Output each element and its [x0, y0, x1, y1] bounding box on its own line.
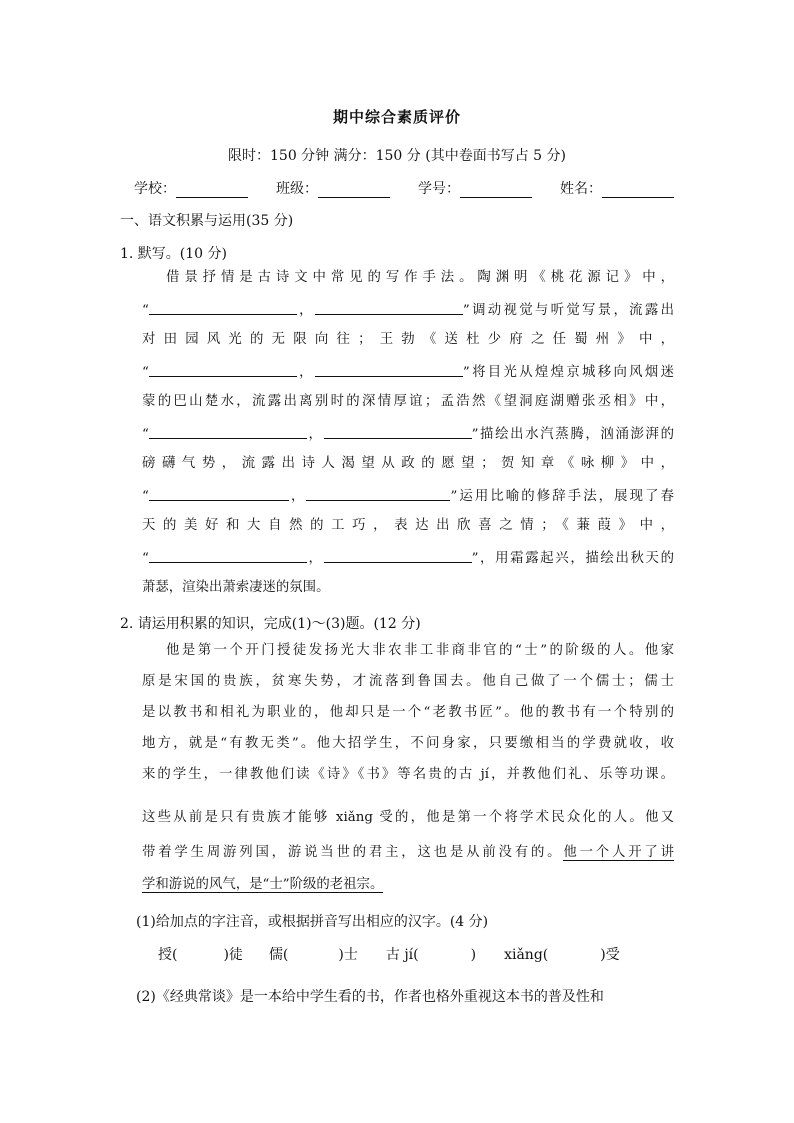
student-id-field[interactable]: 学号：: [418, 178, 532, 198]
item-shou: 授( )徒: [158, 947, 243, 963]
q2-row: 带着学生周游列国，游说当世的君主，这也是从前没有的。他一个人开了讲: [142, 845, 675, 860]
q1-row: “ ， ”将目光从煌煌京城移向风烟迷: [142, 365, 674, 380]
underlined-sentence: 他一个人开了讲: [563, 845, 675, 860]
q1-row: 天的美好和大自然的工巧，表达出欣喜之情；《蒹葭》中，: [142, 518, 674, 533]
underlined-sentence: 学和游说的风气，是“士”阶级的老祖宗。: [142, 877, 384, 892]
q1-row: 借景抒情是古诗文中常见的写作手法。陶渊明《桃花源记》中，: [166, 270, 674, 285]
q1-row: “ ， ”描绘出水汽蒸腾，汹涌澎湃的: [142, 427, 674, 442]
answer-blank[interactable]: [306, 488, 450, 501]
answer-blank[interactable]: [149, 364, 297, 377]
q1-row: 磅礴气势，流露出诗人渴望从政的愿望；贺知章《咏柳》中，: [142, 456, 674, 471]
q2-row: 地方，就是“有教无类”。他大招学生，不问身家，只要缴相当的学费就收，收: [142, 736, 674, 751]
section-heading: 一、语文积累与运用(35 分): [120, 213, 294, 229]
subquestion-1-items: [136, 944, 620, 964]
school-field[interactable]: 学校：: [134, 178, 248, 198]
exam-rules: 限时：150 分钟 满分：150 分 (其中卷面书写占 5 分): [228, 148, 566, 164]
question-1-label: 1. 默写。(10 分): [120, 246, 227, 262]
q2-row: 是以教书和相礼为职业的，他却只是一个“老教书匠”。他的教书有一个特别的: [142, 705, 674, 720]
answer-blank[interactable]: [149, 488, 289, 501]
answer-blank[interactable]: [149, 550, 307, 563]
student-info-row: [134, 178, 694, 198]
answer-blank[interactable]: [315, 364, 463, 377]
answer-blank[interactable]: [324, 550, 472, 563]
subquestion-1-label: (1)给加点的字注音，或根据拼音写出相应的汉字。(4 分): [136, 914, 489, 930]
q2-row: 来的学生，一律教他们读《诗》《书》等名贵的古 jí，并教他们礼、乐等功课。: [142, 767, 674, 782]
question-2-label: 2. 请运用积累的知识，完成(1)～(3)题。(12 分): [120, 616, 421, 632]
class-blank[interactable]: [318, 183, 390, 198]
id-blank[interactable]: [460, 183, 532, 198]
answer-blank[interactable]: [315, 302, 463, 315]
class-field[interactable]: 班级：: [276, 178, 390, 198]
q2-row: 原是宋国的贵族，贫寒失势，才流落到鲁国去。他自己做了一个儒士；儒士: [142, 674, 674, 689]
q2-row: 他是第一个开门授徒发扬光大非农非工非商非官的“士”的阶级的人。他家: [166, 643, 674, 658]
page-title: 期中综合素质评价: [332, 108, 461, 126]
item-xiang: xiǎng( )受: [504, 947, 620, 963]
q1-row: “ ， ”调动视觉与听觉写景，流露出: [142, 303, 674, 318]
q1-row: 萧瑟，渲染出萧索凄迷的氛围。: [142, 580, 330, 595]
name-field[interactable]: 姓名：: [560, 178, 674, 198]
q1-row: 对田园风光的无限向往；王勃《送杜少府之任蜀州》中，: [142, 332, 674, 347]
answer-blank[interactable]: [149, 426, 307, 439]
subquestion-2-label: (2)《经典常谈》是一本给中学生看的书，作者也格外重视这本书的普及性和: [136, 989, 604, 1005]
q1-row: 蒙的巴山楚水，流露出离别时的深情厚谊；孟浩然《望洞庭湖赠张丞相》中，: [142, 394, 674, 409]
answer-blank[interactable]: [149, 302, 297, 315]
school-blank[interactable]: [176, 183, 248, 198]
q2-row: [142, 878, 674, 891]
q1-row: “ ， ”运用比喻的修辞手法，展现了春: [142, 489, 674, 504]
item-ru: 儒( )士: [268, 947, 358, 963]
q1-row: “ ， ”，用霜露起兴，描绘出秋天的: [142, 551, 674, 566]
name-blank[interactable]: [602, 183, 674, 198]
answer-blank[interactable]: [324, 426, 472, 439]
item-ji: 古 jí( ): [385, 947, 477, 963]
q2-row: 这些从前是只有贵族才能够 xiǎng 受的，他是第一个将学术民众化的人。他又: [142, 810, 674, 825]
